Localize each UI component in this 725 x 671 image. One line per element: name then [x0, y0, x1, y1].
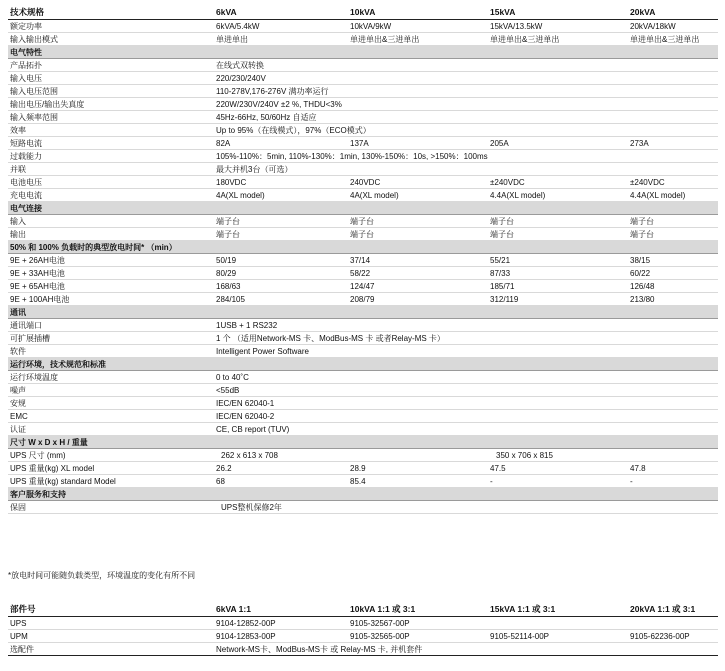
cell: 37/14 — [350, 256, 371, 265]
cell: 60/22 — [630, 269, 651, 278]
row-label: 安规 — [10, 399, 26, 408]
cell: 124/47 — [350, 282, 375, 291]
section-title: 电气连接 — [10, 204, 42, 213]
row-label: UPS — [10, 619, 27, 628]
size-small-models: 262 x 613 x 708 — [221, 451, 278, 460]
cell: 137A — [350, 139, 369, 148]
cell: 47.5 — [490, 464, 506, 473]
row-label: 产品拓扑 — [10, 61, 42, 70]
cell: 4.4A(XL model) — [490, 191, 546, 200]
cell: - — [490, 477, 493, 486]
spec-header-6kva: 6kVA — [216, 7, 237, 17]
spec-row — [8, 332, 718, 345]
cell: 端子台 — [630, 230, 654, 239]
spec-row — [8, 72, 718, 85]
cell: 9104-12852-00P — [216, 619, 276, 628]
spec-row-rated-power — [8, 20, 718, 33]
section-comm — [8, 306, 718, 319]
cell: 20kVA/18kW — [630, 22, 676, 31]
spec-row — [8, 163, 718, 176]
row-label: 通讯端口 — [10, 321, 42, 330]
section-connection — [8, 202, 718, 215]
cell: 单进单出&三进单出 — [630, 35, 700, 44]
weight-row — [8, 475, 718, 488]
row-label: 9E + 26AH电池 — [10, 256, 65, 265]
row-label: EMC — [10, 412, 28, 421]
cell: 87/33 — [490, 269, 511, 278]
cell: 240VDC — [350, 178, 381, 187]
parts-row — [8, 643, 718, 656]
section-title: 50% 和 100% 负载时的典型放电时间* （min） — [10, 243, 177, 252]
weight-rows — [8, 462, 718, 488]
row-label: 选配件 — [10, 645, 34, 654]
row-value: IEC/EN 62040-1 — [216, 399, 275, 408]
row-label: 9E + 65AH电池 — [10, 282, 65, 291]
cell: ±240VDC — [490, 178, 525, 187]
section-title: 客户服务和支持 — [10, 490, 66, 499]
parts-row — [8, 630, 718, 643]
cell: 273A — [630, 139, 649, 148]
section-dims — [8, 436, 718, 449]
section-title: 尺寸 W x D x H / 重量 — [10, 438, 88, 447]
row-label: 过载能力 — [10, 152, 42, 161]
weight-row — [8, 462, 718, 475]
cell: 50/19 — [216, 256, 237, 265]
cell: 26.2 — [216, 464, 232, 473]
cell: 168/63 — [216, 282, 241, 291]
parts-header-row — [8, 603, 718, 617]
spec-row — [8, 371, 718, 384]
cell: 端子台 — [350, 230, 374, 239]
section-support — [8, 488, 718, 501]
row-label: UPM — [10, 632, 28, 641]
cell: 10kVA/9kW — [350, 22, 392, 31]
cell: 端子台 — [216, 217, 240, 226]
backup-rows — [8, 254, 718, 306]
cell: 82A — [216, 139, 231, 148]
row-label: 输出电压/输出失真度 — [10, 100, 85, 109]
row-value: 220W/230V/240V ±2 %, THDU<3% — [216, 100, 342, 109]
row-value: Up to 95%（在线模式），97%（ECO模式） — [216, 126, 371, 135]
row-label: 运行环境温度 — [10, 373, 58, 382]
spec-row — [8, 176, 718, 189]
cell: 单进单出 — [216, 35, 248, 44]
spec-row — [8, 384, 718, 397]
cell: 端子台 — [350, 217, 374, 226]
cell: 4.4A(XL model) — [630, 191, 686, 200]
spec-row — [8, 137, 718, 150]
backup-row — [8, 254, 718, 267]
row-value: 220/230/240V — [216, 74, 266, 83]
row-value: <55dB — [216, 386, 240, 395]
spec-row — [8, 410, 718, 423]
row-label: 输入电压范围 — [10, 87, 58, 96]
spec-header-title: 技术规格 — [10, 7, 45, 17]
backup-row — [8, 280, 718, 293]
spec-row — [8, 98, 718, 111]
spec-row — [8, 124, 718, 137]
row-label: UPS 尺寸 (mm) — [10, 451, 66, 460]
row-label: 保固 — [10, 503, 26, 512]
footnote: *放电时间可能随负载类型，环境温度的变化有所不同 — [8, 571, 196, 580]
parts-header-20kva: 20kVA 1:1 或 3:1 — [630, 604, 696, 614]
cell: 180VDC — [216, 178, 247, 187]
electrical-rows — [8, 59, 718, 202]
spec-header-20kva: 20kVA — [630, 7, 656, 17]
backup-row — [8, 267, 718, 280]
row-value: 1 个 （适用Network-MS 卡、ModBus-MS 卡 或者Relay-MS 卡） — [216, 334, 445, 343]
row-label: 效率 — [10, 126, 26, 135]
spec-row — [8, 150, 718, 163]
spec-header-row — [8, 6, 718, 20]
parts-header-15kva: 15kVA 1:1 或 3:1 — [490, 604, 556, 614]
spec-row — [8, 345, 718, 358]
row-label: 9E + 100AH电池 — [10, 295, 70, 304]
row-value: IEC/EN 62040-2 — [216, 412, 275, 421]
row-label: 输入 — [10, 217, 26, 226]
parts-header-10kva: 10kVA 1:1 或 3:1 — [350, 604, 416, 614]
row-label: UPS 重量(kg) XL model — [10, 464, 95, 473]
spec-row — [8, 111, 718, 124]
row-label: 并联 — [10, 165, 26, 174]
section-backup — [8, 241, 718, 254]
row-value: 110-278V,176-276V 满功率运行 — [216, 87, 329, 96]
cell: 15kVA/13.5kW — [490, 22, 543, 31]
cell: 85.4 — [350, 477, 366, 486]
cell: 126/48 — [630, 282, 655, 291]
cell: 205A — [490, 139, 509, 148]
section-title: 运行环境，技术规范和标准 — [10, 360, 106, 369]
cell: 端子台 — [490, 217, 514, 226]
row-value: 最大并机3台（可选） — [216, 165, 293, 174]
section-env — [8, 358, 718, 371]
cell: 68 — [216, 477, 225, 486]
cell: 208/79 — [350, 295, 375, 304]
cell: 80/29 — [216, 269, 237, 278]
cell: ±240VDC — [630, 178, 665, 187]
env-rows — [8, 371, 718, 436]
spec-table — [8, 6, 718, 514]
cell: 9105-32567-00P — [350, 619, 410, 628]
row-label: 可扩展插槽 — [10, 334, 50, 343]
connection-rows — [8, 215, 718, 241]
row-value: 在线式双转换 — [216, 61, 264, 70]
row-value: CE, CB report (TUV) — [216, 425, 290, 434]
row-label: 额定功率 — [10, 22, 42, 31]
section-electrical — [8, 46, 718, 59]
spec-row-warranty — [8, 501, 718, 514]
cell: 9105-52114-00P — [490, 632, 550, 641]
cell: 38/15 — [630, 256, 651, 265]
spec-header-15kva: 15kVA — [490, 7, 516, 17]
cell: - — [630, 477, 633, 486]
parts-row — [8, 617, 718, 630]
cell: 185/71 — [490, 282, 515, 291]
cell: 端子台 — [216, 230, 240, 239]
row-value: 1USB + 1 RS232 — [216, 321, 278, 330]
cell: 9105-32565-00P — [350, 632, 410, 641]
row-label: 输入输出模式 — [10, 35, 58, 44]
row-label: 充电电流 — [10, 191, 42, 200]
cell: 213/80 — [630, 295, 655, 304]
cell: 单进单出&三进单出 — [350, 35, 420, 44]
spec-row — [8, 319, 718, 332]
spec-row — [8, 215, 718, 228]
spec-row — [8, 228, 718, 241]
spec-row-ups-size — [8, 449, 718, 462]
row-value: Network-MS卡、ModBus-MS卡 或 Relay-MS 卡, 并机套件 — [216, 645, 423, 654]
row-label: 9E + 33AH电池 — [10, 269, 65, 278]
size-large-models: 350 x 706 x 815 — [496, 451, 553, 460]
cell: 9105-62236-00P — [630, 632, 690, 641]
parts-header-6kva: 6kVA 1:1 — [216, 604, 251, 614]
section-title: 通讯 — [10, 308, 26, 317]
backup-row — [8, 293, 718, 306]
parts-header-title: 部件号 — [10, 604, 36, 614]
cell: 9104-12853-00P — [216, 632, 276, 641]
spec-row — [8, 189, 718, 202]
row-label: 输入频率范围 — [10, 113, 58, 122]
cell: 单进单出&三进单出 — [490, 35, 560, 44]
row-value: 45Hz-66Hz, 50/60Hz 自适应 — [216, 113, 317, 122]
row-value: 105%-110%：5min, 110%-130%：1min, 130%-150%：10s, >150%：100ms — [216, 152, 488, 161]
row-value: 0 to 40˚C — [216, 373, 249, 382]
cell: 28.9 — [350, 464, 366, 473]
row-label: 噪声 — [10, 386, 26, 395]
cell: 47.8 — [630, 464, 646, 473]
spec-row — [8, 85, 718, 98]
cell: 端子台 — [490, 230, 514, 239]
cell: 4A(XL model) — [350, 191, 399, 200]
spec-row — [8, 59, 718, 72]
row-label: 输入电压 — [10, 74, 42, 83]
row-label: 认证 — [10, 425, 26, 434]
row-label: 软件 — [10, 347, 26, 356]
section-title: 电气特性 — [10, 48, 42, 57]
cell: 58/22 — [350, 269, 371, 278]
spec-row — [8, 397, 718, 410]
cell: 6kVA/5.4kW — [216, 22, 260, 31]
row-label: 电池电压 — [10, 178, 42, 187]
row-value: Intelligent Power Software — [216, 347, 309, 356]
warranty-value: UPS整机保修2年 — [221, 503, 282, 512]
parts-rows — [8, 617, 718, 656]
cell: 端子台 — [630, 217, 654, 226]
cell: 4A(XL model) — [216, 191, 265, 200]
comm-rows — [8, 319, 718, 358]
row-label: 输出 — [10, 230, 26, 239]
spec-row-io-mode — [8, 33, 718, 46]
cell: 284/105 — [216, 295, 245, 304]
parts-table — [8, 603, 718, 656]
cell: 312/119 — [490, 295, 519, 304]
row-label: UPS 重量(kg) standard Model — [10, 477, 116, 486]
cell: 55/21 — [490, 256, 511, 265]
spec-row — [8, 423, 718, 436]
spec-header-10kva: 10kVA — [350, 7, 376, 17]
row-label: 短路电流 — [10, 139, 42, 148]
